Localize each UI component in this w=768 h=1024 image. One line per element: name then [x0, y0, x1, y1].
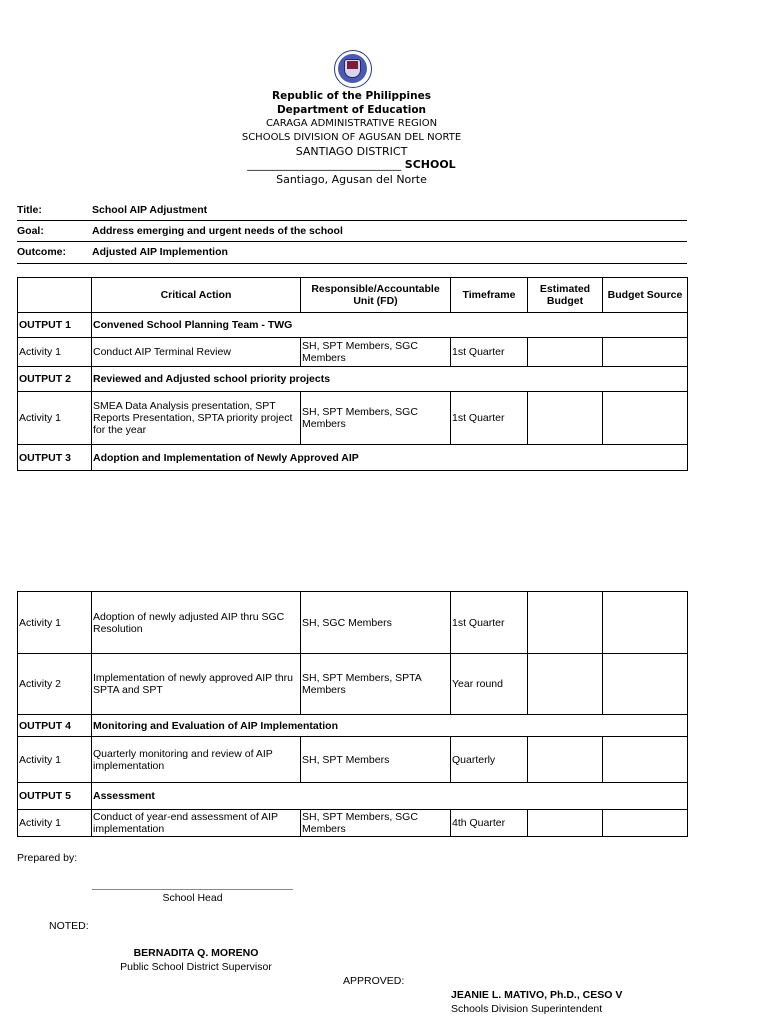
outcome-label: Outcome: — [17, 246, 67, 258]
activity-action: Conduct of year-end assessment of AIP implementation — [92, 810, 301, 837]
col-blank — [18, 278, 92, 313]
output-row — [18, 313, 688, 338]
activity-label: Activity 1 — [18, 810, 92, 837]
activity-budget — [528, 737, 603, 783]
goal-value: Address emerging and urgent needs of the school — [92, 225, 343, 237]
seal-emblem — [347, 61, 358, 69]
header-school-line — [0, 158, 703, 171]
activity-source — [603, 654, 688, 715]
noted-label: NOTED: — [49, 920, 89, 932]
activity-action: Conduct AIP Terminal Review — [92, 338, 301, 367]
output-row — [18, 445, 688, 471]
activity-time: Year round — [451, 654, 528, 715]
table-header-row — [18, 278, 688, 313]
activity-action: Quarterly monitoring and review of AIP implementation — [92, 737, 301, 783]
col-budget-source: Budget Source — [603, 278, 688, 313]
activity-time: 1st Quarter — [451, 392, 528, 445]
title-value: School AIP Adjustment — [92, 204, 208, 216]
activity-row — [18, 392, 688, 445]
col-timeframe: Timeframe — [451, 278, 528, 313]
activity-label: Activity 1 — [18, 392, 92, 445]
activity-budget — [528, 592, 603, 654]
deped-seal-logo — [334, 50, 372, 88]
output-label: OUTPUT 1 — [18, 313, 92, 338]
header-republic: Republic of the Philippines — [272, 90, 431, 102]
col-critical-action: Critical Action — [92, 278, 301, 313]
activity-row — [18, 654, 688, 715]
header-district: SANTIAGO DISTRICT — [295, 145, 408, 158]
output-text: Assessment — [92, 783, 688, 810]
output-label: OUTPUT 3 — [18, 445, 92, 471]
activity-row — [18, 592, 688, 654]
header-department: Department of Education — [276, 104, 427, 116]
sds-title: Schools Division Superintendent — [451, 1003, 603, 1015]
output-text: Reviewed and Adjusted school priority projects — [92, 367, 688, 392]
activity-source — [603, 592, 688, 654]
activity-unit: SH, SPT Members, SGC Members — [301, 810, 451, 837]
header-division: SCHOOLS DIVISION OF AGUSAN DEL NORTE — [241, 132, 462, 143]
header-address: Santiago, Agusan del Norte — [276, 173, 427, 186]
output-text: Convened School Planning Team - TWG — [92, 313, 688, 338]
aip-table-part2 — [17, 591, 688, 837]
activity-source — [603, 338, 688, 367]
activity-unit: SH, SPT Members, SGC Members — [301, 338, 451, 367]
activity-time: 4th Quarter — [451, 810, 528, 837]
activity-budget — [528, 392, 603, 445]
outcome-row — [17, 242, 687, 264]
outcome-value: Adjusted AIP Implemention — [92, 246, 228, 258]
activity-label: Activity 1 — [18, 592, 92, 654]
supervisor-name: BERNADITA Q. MORENO — [133, 947, 259, 959]
activity-time: 1st Quarter — [451, 338, 528, 367]
supervisor-title: Public School District Supervisor — [120, 961, 272, 973]
prepared-by-label: Prepared by: — [17, 852, 78, 864]
activity-time: Quarterly — [451, 737, 528, 783]
title-row — [17, 200, 687, 221]
col-estimated-budget: Estimated Budget — [528, 278, 603, 313]
activity-action: SMEA Data Analysis presentation, SPT Reports Presentation, SPTA priority project for the year — [92, 392, 301, 445]
activity-unit: SH, SPT Members, SGC Members — [301, 392, 451, 445]
activity-unit: SH, SPT Members — [301, 737, 451, 783]
activity-source — [603, 810, 688, 837]
activity-budget — [528, 654, 603, 715]
output-label: OUTPUT 4 — [18, 715, 92, 737]
activity-budget — [528, 810, 603, 837]
activity-unit: SH, SPT Members, SPTA Members — [301, 654, 451, 715]
activity-unit: SH, SGC Members — [301, 592, 451, 654]
output-row — [18, 783, 688, 810]
output-row — [18, 715, 688, 737]
output-label: OUTPUT 5 — [18, 783, 92, 810]
output-text: Monitoring and Evaluation of AIP Implementation — [92, 715, 688, 737]
title-label: Title: — [17, 204, 42, 216]
goal-row — [17, 221, 687, 242]
col-responsible-unit: Responsible/Accountable Unit (FD) — [301, 278, 451, 313]
activity-label: Activity 2 — [18, 654, 92, 715]
header-region: CARAGA ADMINISTRATIVE REGION — [265, 118, 438, 129]
sds-name: JEANIE L. MATIVO, Ph.D., CESO V — [451, 989, 623, 1001]
output-text: Adoption and Implementation of Newly Approved AIP — [92, 445, 688, 471]
activity-source — [603, 737, 688, 783]
signature-line — [92, 889, 293, 890]
output-label: OUTPUT 2 — [18, 367, 92, 392]
activity-time: 1st Quarter — [451, 592, 528, 654]
aip-table-part1 — [17, 277, 688, 471]
activity-row — [18, 338, 688, 367]
activity-action: Adoption of newly adjusted AIP thru SGC Resolution — [92, 592, 301, 654]
output-row — [18, 367, 688, 392]
activity-row — [18, 810, 688, 837]
approved-label: APPROVED: — [343, 975, 405, 987]
activity-action: Implementation of newly approved AIP thru SPTA and SPT — [92, 654, 301, 715]
goal-label: Goal: — [17, 225, 44, 237]
school-blank: ____________________________ — [247, 158, 402, 171]
activity-label: Activity 1 — [18, 737, 92, 783]
school-label: SCHOOL — [404, 158, 456, 171]
activity-source — [603, 392, 688, 445]
activity-budget — [528, 338, 603, 367]
activity-label: Activity 1 — [18, 338, 92, 367]
school-head-label: School Head — [162, 892, 223, 904]
activity-row — [18, 737, 688, 783]
